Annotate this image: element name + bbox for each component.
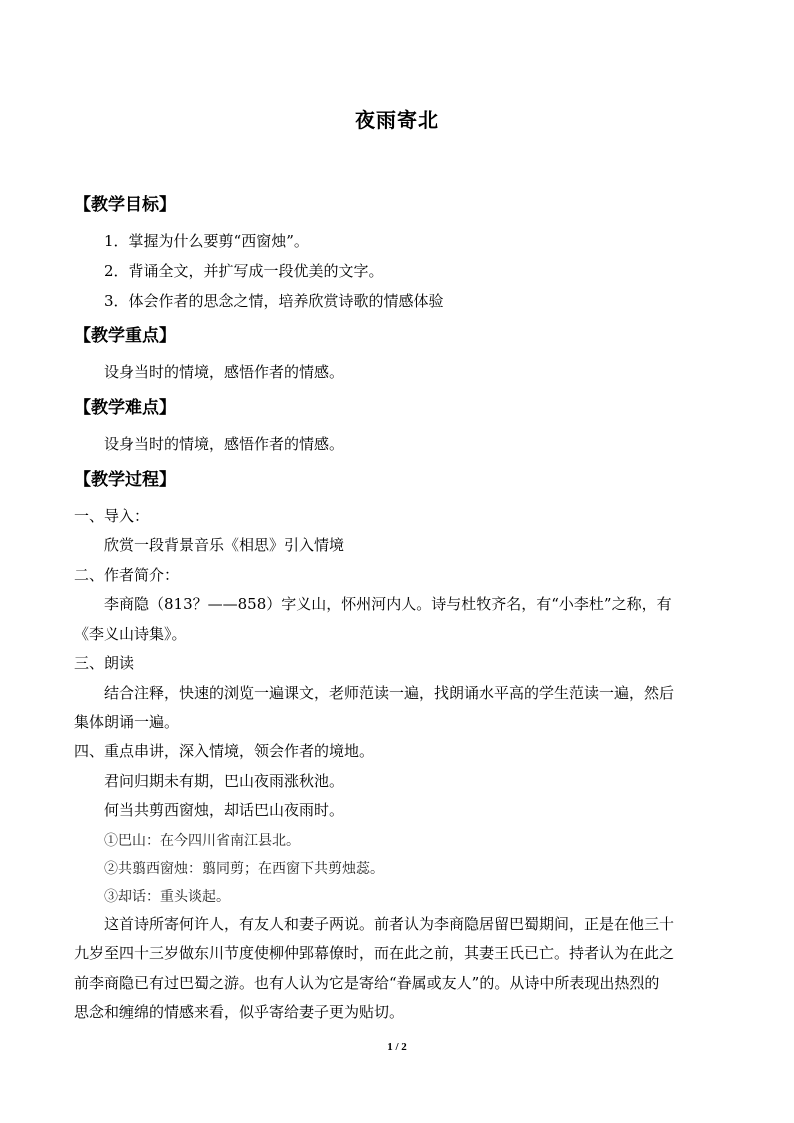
analysis-line-2: 九岁至四十三岁做东川节度使柳仲郢幕僚时，而在此之前，其妻王氏已亡。持者认为在此之 xyxy=(74,944,675,962)
note-2: ②共翦西窗烛：翦同剪；在西窗下共剪烛蕊。 xyxy=(104,861,384,877)
poem-line-2: 何当共剪西窗烛，却话巴山夜雨时。 xyxy=(104,801,345,819)
intro-title: 一、导入： xyxy=(74,507,150,525)
analysis-line-4: 思念和缠绵的情感来看，似乎寄给妻子更为贴切。 xyxy=(74,1003,405,1021)
document-title: 夜雨寄北 xyxy=(355,108,439,132)
note-3: ③却话：重头谈起。 xyxy=(104,889,230,905)
page-indicator: 1 / 2 xyxy=(387,1041,407,1053)
objective-item-1: 1．掌握为什么要剪“西窗烛”。 xyxy=(104,232,309,250)
objectives-heading: 【教学目标】 xyxy=(74,195,176,215)
key-points-text: 设身当时的情境，感悟作者的情感。 xyxy=(104,363,345,381)
key-points-heading: 【教学重点】 xyxy=(74,326,176,346)
author-text-line-2: 《李义山诗集》。 xyxy=(74,625,187,643)
author-title: 二、作者简介： xyxy=(74,566,180,584)
difficulties-heading: 【教学难点】 xyxy=(74,398,176,418)
reading-title: 三、朗读 xyxy=(74,654,135,672)
objective-item-2: 2．背诵全文，并扩写成一段优美的文字。 xyxy=(104,262,384,280)
intro-text: 欣赏一段背景音乐《相思》引入情境 xyxy=(104,536,345,554)
objective-item-3: 3．体会作者的思念之情，培养欣赏诗歌的情感体验 xyxy=(104,292,444,310)
focus-title: 四、重点串讲，深入情境，领会作者的境地。 xyxy=(74,742,375,760)
author-text-line-1: 李商隐（813？——858）字义山，怀州河内人。诗与杜牧齐名，有“小李杜”之称，有 xyxy=(104,595,672,613)
note-1: ①巴山：在今四川省南江县北。 xyxy=(104,833,300,849)
analysis-line-1: 这首诗所寄何许人，有友人和妻子两说。前者认为李商隐居留巴蜀期间，正是在他三十 xyxy=(104,915,675,933)
reading-text-line-2: 集体朗诵一遍。 xyxy=(74,713,180,731)
process-heading: 【教学过程】 xyxy=(74,470,176,490)
difficulties-text: 设身当时的情境，感悟作者的情感。 xyxy=(104,435,345,453)
analysis-line-3: 前李商隐已有过巴蜀之游。也有人认为它是寄给“眷属或友人”的。从诗中所表现出热烈的 xyxy=(74,974,660,992)
poem-line-1: 君问归期未有期，巴山夜雨涨秋池。 xyxy=(104,772,345,790)
reading-text-line-1: 结合注释，快速的浏览一遍课文，老师范读一遍，找朗诵水平高的学生范读一遍，然后 xyxy=(104,684,675,702)
